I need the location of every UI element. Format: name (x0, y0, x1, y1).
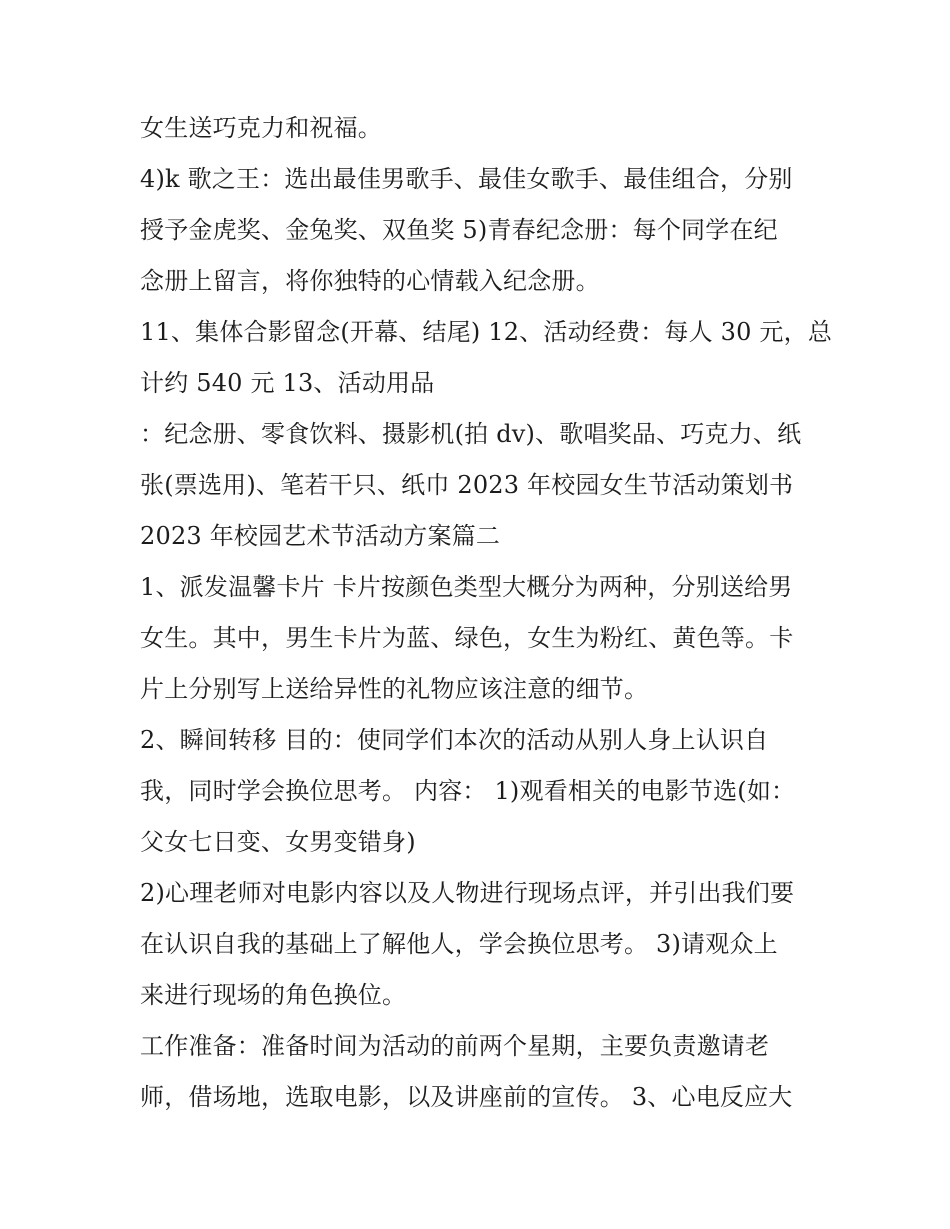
text-line: 来进行现场的角色换位。 (140, 981, 407, 1009)
text-line: ：纪念册、零食饮料、摄影机(拍 dv)、歌唱奖品、巧克力、纸 (140, 420, 802, 448)
text-line: 女生。其中，男生卡片为蓝、绿色，女生为粉红、黄色等。卡 (140, 624, 794, 652)
text-line: 工作准备：准备时间为活动的前两个星期，主要负责邀请老 (140, 1032, 770, 1060)
text-line: 1、派发温馨卡片 卡片按颜色类型大概分为两种，分别送给男 (140, 573, 793, 601)
text-line: 父女七日变、女男变错身) (140, 828, 416, 856)
text-line: 女生送巧克力和祝福。 (140, 114, 382, 142)
text-line: 2、瞬间转移 目的：使同学们本次的活动从别人身上认识自 (140, 726, 769, 754)
text-line: 授予金虎奖、金兔奖、双鱼奖 5)青春纪念册：每个同学在纪 (140, 216, 778, 244)
text-line: 计约 540 元 13、活动用品 (140, 369, 435, 397)
text-line: 11、集体合影留念(开幕、结尾) 12、活动经费：每人 30 元，总 (140, 318, 833, 346)
text-line: 2023 年校园艺术节活动方案篇二 (140, 522, 501, 550)
text-line: 师，借场地，选取电影，以及讲座前的宣传。 3、心电反应大 (140, 1083, 793, 1111)
text-line: 2)心理老师对电影内容以及人物进行现场点评，并引出我们要 (140, 879, 795, 907)
text-line: 我，同时学会换位思考。 内容： 1)观看相关的电影节选(如： (140, 777, 796, 805)
document-body (140, 103, 833, 1123)
text-line: 在认识自我的基础上了解他人，学会换位思考。 3)请观众上 (140, 930, 778, 958)
text-line: 张(票选用)、笔若干只、纸巾 2023 年校园女生节活动策划书 (140, 471, 794, 499)
text-line: 念册上留言，将你独特的心情载入纪念册。 (140, 267, 600, 295)
text-line: 片上分别写上送给异性的礼物应该注意的细节。 (140, 675, 649, 703)
text-line: 4)k 歌之王：选出最佳男歌手、最佳女歌手、最佳组合，分别 (140, 165, 793, 193)
